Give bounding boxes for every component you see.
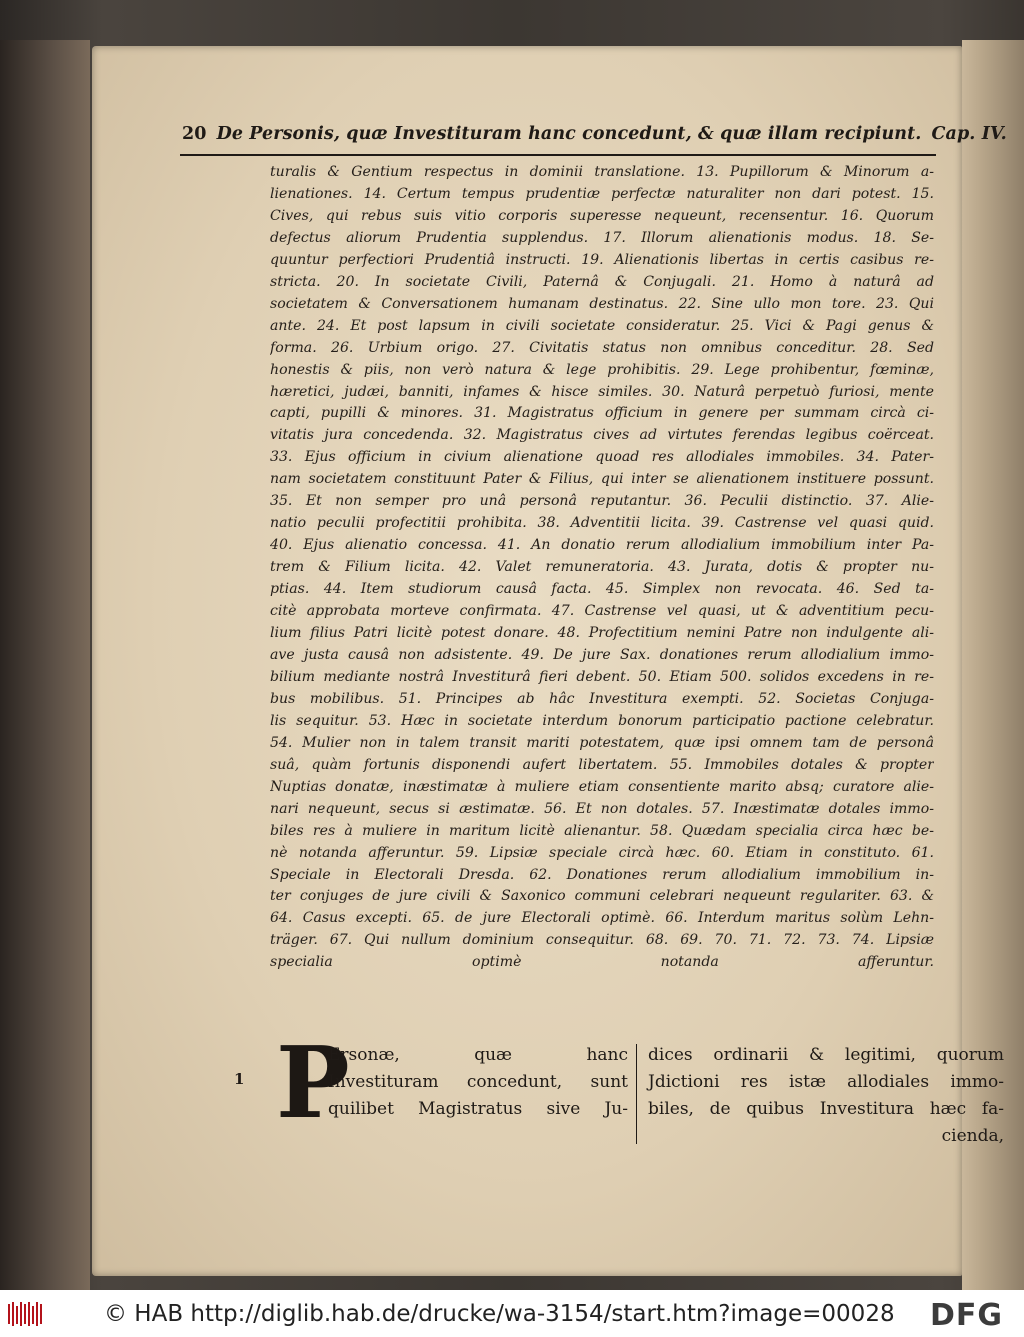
text-line: defectus aliorum Prudentia supplendus. 17. Illorum alienationis modus. 18. Se- <box>270 229 934 246</box>
hab-barcode-icon <box>8 1300 42 1328</box>
column-divider <box>636 1044 637 1144</box>
text-line: quilibet Magistratus sive Ju- <box>328 1099 628 1119</box>
text-line: Investituram concedunt, sunt <box>328 1072 628 1092</box>
chapter-summary <box>270 162 934 974</box>
text-line: Ersonæ, quæ hanc <box>328 1045 628 1065</box>
chapter-label: Cap. IV. <box>931 124 1007 144</box>
text-line: hæretici, judæi, banniti, infames & hisce similes. 30. Naturâ perpetuò furiosi, mente <box>270 383 934 400</box>
text-line: ave justa causâ non adsistente. 49. De jure Sax. donationes rerum allodialium immo- <box>270 646 934 663</box>
text-line: honestis & piis, non verò natura & lege prohibitis. 29. Lege prohibentur, fœminæ, <box>270 361 934 378</box>
text-line: nè notanda afferuntur. 59. Lipsiæ speciale circà hæc. 60. Etiam in constituto. 61. <box>270 844 934 861</box>
text-line: cienda, <box>941 1126 1004 1146</box>
text-line: biles res à muliere in maritum licitè alienantur. 58. Quædam specialia circa hæc be- <box>270 822 934 839</box>
text-line: suâ, quàm fortunis disponendi aufert libertatem. 55. Immobiles dotales & propter <box>270 756 934 773</box>
text-line: nam societatem constituunt Pater & Filius, qui inter se alienationem instituere possunt. <box>270 471 934 488</box>
text-line: 64. Casus excepti. 65. de jure Electorali optimè. 66. Interdum maritus solùm Lehn- <box>270 910 934 927</box>
text-column-right <box>648 1042 1004 1150</box>
text-line: 54. Mulier non in talem transit mariti potestatem, quæ ipsi omnem tam de personâ <box>270 734 934 751</box>
text-line: vitatis jura concedenda. 32. Magistratus cives ad virtutes ferendas legibus coërceat. <box>270 427 934 444</box>
text-line: specialia optimè notanda afferuntur. <box>270 954 934 971</box>
text-line: 33. Ejus officium in civium alienatione quoad res allodiales immobiles. 34. Pater- <box>270 449 934 466</box>
text-line: dices ordinarii & legitimi, quorum <box>648 1045 1004 1065</box>
running-title: De Personis, quæ Investituram hanc concedunt, & quæ illam recipiunt. <box>216 124 922 144</box>
page-number: 20 <box>182 124 207 144</box>
text-line: capti, pupilli & minores. 31. Magistratus officium in genere per summam circà ci- <box>270 405 934 422</box>
text-line: Cives, qui rebus suis vitio corporis superesse nequeunt, recensentur. 16. Quorum <box>270 207 934 224</box>
text-line: lienationes. 14. Certum tempus prudentiæ perfectæ naturaliter non dari potest. 15. <box>270 185 934 202</box>
text-line: nari nequeunt, secus si æstimatæ. 56. Et non dotales. 57. Inæstimatæ dotales immo- <box>270 800 934 817</box>
drop-cap: P <box>276 1026 350 1141</box>
main-text-block <box>184 992 1004 1182</box>
book-binding-left <box>0 40 90 1290</box>
text-line: 40. Ejus alienatio concessa. 41. An donatio rerum allodialium immobilium inter Pa- <box>270 537 934 554</box>
text-line: forma. 26. Urbium origo. 27. Civitatis status non omnibus conceditur. 28. Sed <box>270 339 934 356</box>
text-line: 35. Et non semper pro unâ personâ reputantur. 36. Peculii distinctio. 37. Alie- <box>270 493 934 510</box>
text-line: Nuptias donatæ, inæstimatæ à muliere etiam consentiente marito absq; curatore alie- <box>270 778 934 795</box>
text-line: ptias. 44. Item studiorum causâ facta. 45. Simplex non revocata. 46. Sed ta- <box>270 581 934 598</box>
text-column-left <box>328 1042 628 1123</box>
text-line: ante. 24. Et post lapsum in civili societate consideratur. 25. Vici & Pagi genus & <box>270 317 934 334</box>
text-line: biles, de quibus Investitura hæc fa- <box>648 1099 1004 1119</box>
text-line: societatem & Conversationem humanam destinatus. 22. Sine ullo mon tore. 23. Qui <box>270 295 934 312</box>
text-line: bilium mediante nostrâ Investiturâ fieri debent. 50. Etiam 500. solidos excedens in re- <box>270 668 934 685</box>
book-page <box>92 46 1007 1276</box>
text-line: trem & Filium licita. 42. Valet remuneratoria. 43. Jurata, dotis & propter nu- <box>270 559 934 576</box>
text-line: turalis & Gentium respectus in dominii translatione. 13. Pupillorum & Minorum a- <box>270 164 934 180</box>
copyright-url[interactable]: © HAB http://diglib.hab.de/drucke/wa-3154/start.htm?image=00028 <box>104 1301 895 1327</box>
text-line: lis sequitur. 53. Hæc in societate interdum bonorum participatio pactione celebratur. <box>270 712 934 729</box>
text-line: stricta. 20. In societate Civili, Paternâ & Conjugali. 21. Homo à naturâ ad <box>270 273 934 290</box>
text-line: citè approbata morteve confirmata. 47. Castrense vel quasi, ut & adventitium pecu- <box>270 603 934 620</box>
text-line: träger. 67. Qui nullum dominium consequitur. 68. 69. 70. 71. 72. 73. 74. Lipsiæ <box>270 932 934 949</box>
viewer-footer <box>0 1290 1024 1337</box>
text-line: ter conjuges de jure civili & Saxonico communi celebrari nequeunt regulariter. 63. & <box>270 888 934 905</box>
dfg-logo: DFG <box>930 1298 1004 1333</box>
margin-number: 1 <box>234 1070 245 1088</box>
text-line: Jdictioni res istæ allodiales immo- <box>648 1072 1004 1092</box>
text-line: natio peculii profectitii prohibita. 38. Adventitii licita. 39. Castrense vel quasi quid. <box>270 515 934 532</box>
text-line: Speciale in Electorali Dresda. 62. Donationes rerum allodialium immobilium in- <box>270 866 934 883</box>
text-line: bus mobilibus. 51. Principes ab hâc Investitura exempti. 52. Societas Conjuga- <box>270 690 934 707</box>
text-line: lium filius Patri licitè potest donare. 48. Profectitium nemini Patre non indulgente ali- <box>270 625 934 642</box>
header-rule <box>180 154 936 156</box>
running-header <box>182 124 1007 152</box>
text-line: quuntur perfectiori Prudentiâ instructi. 19. Alienationis libertas in certis casibus re- <box>270 251 934 268</box>
